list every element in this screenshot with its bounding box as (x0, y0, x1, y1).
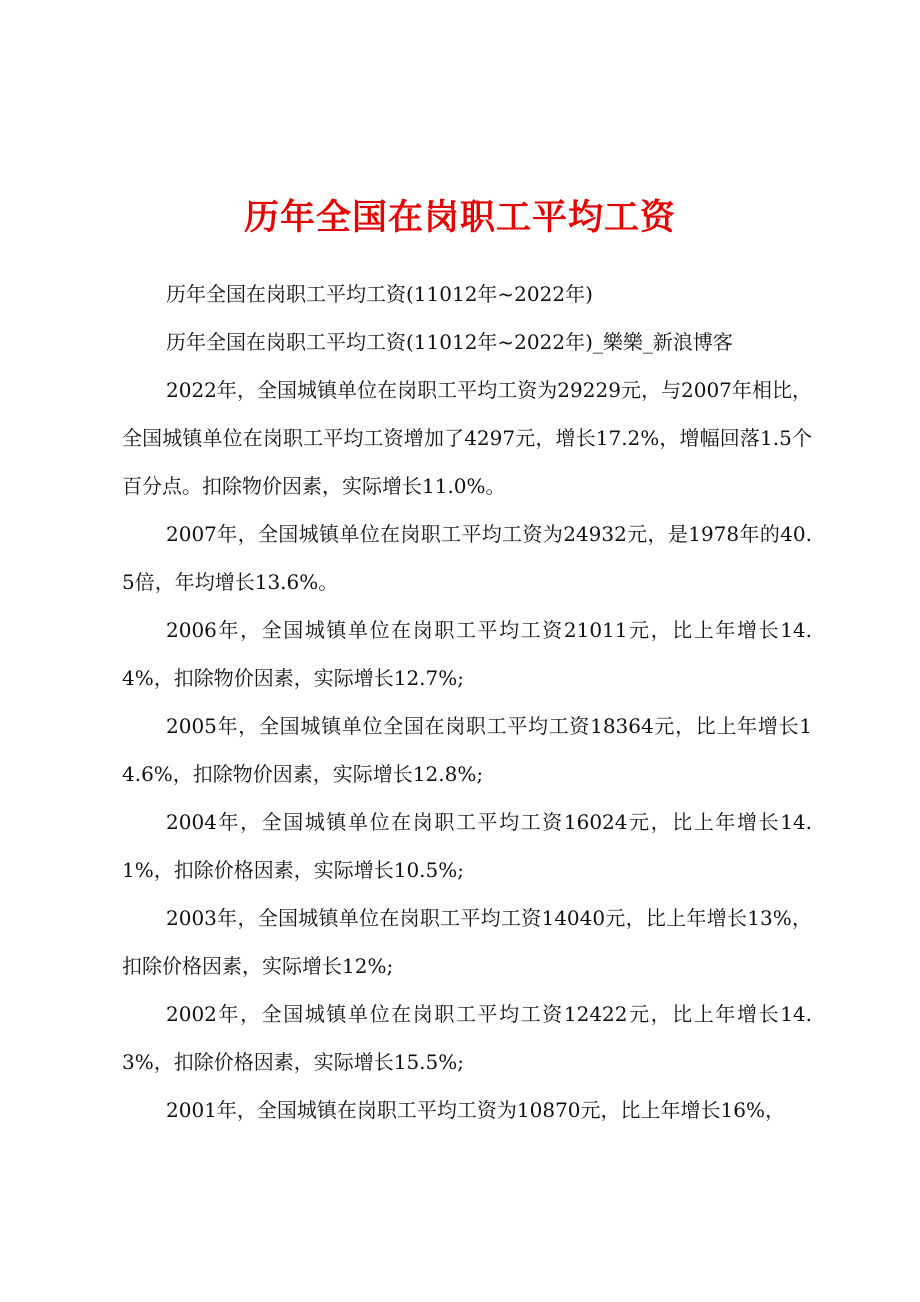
paragraph-2002: 2002年，全国城镇单位在岗职工平均工资12422元，比上年增长14.3%，扣除价格因素，实际增长15.5%; (122, 1002, 812, 1074)
paragraph-source: 历年全国在岗职工平均工资(11012年~2022年)_樂樂_新浪博客 (166, 330, 733, 354)
document-body (122, 270, 812, 1134)
document-title: 历年全国在岗职工平均工资 (243, 197, 676, 238)
paragraph-2003: 2003年，全国城镇单位在岗职工平均工资14040元，比上年增长13%，扣除价格因素，实际增长12%; (122, 906, 812, 978)
paragraph-2005: 2005年，全国城镇单位全国在岗职工平均工资18364元，比上年增长14.6%，扣除物价因素，实际增长12.8%; (122, 714, 812, 786)
paragraph-2022: 2022年，全国城镇单位在岗职工平均工资为29229元，与2007年相比，全国城镇单位在岗职工平均工资增加了4297元，增长17.2%，增幅回落1.5个百分点。扣除物价因素，实际增长11.0%。 (122, 378, 812, 498)
paragraph-2001: 2001年，全国城镇在岗职工平均工资为10870元，比上年增长16%， (166, 1098, 785, 1122)
paragraph-2007: 2007年，全国城镇单位在岗职工平均工资为24932元，是1978年的40.5倍，年均增长13.6%。 (122, 522, 812, 594)
paragraph-2006: 2006年，全国城镇单位在岗职工平均工资21011元，比上年增长14.4%，扣除物价因素，实际增长12.7%; (122, 618, 812, 690)
paragraph-heading: 历年全国在岗职工平均工资(11012年~2022年) (166, 282, 593, 306)
paragraph-2004: 2004年，全国城镇单位在岗职工平均工资16024元，比上年增长14.1%，扣除价格因素，实际增长10.5%; (122, 810, 812, 882)
